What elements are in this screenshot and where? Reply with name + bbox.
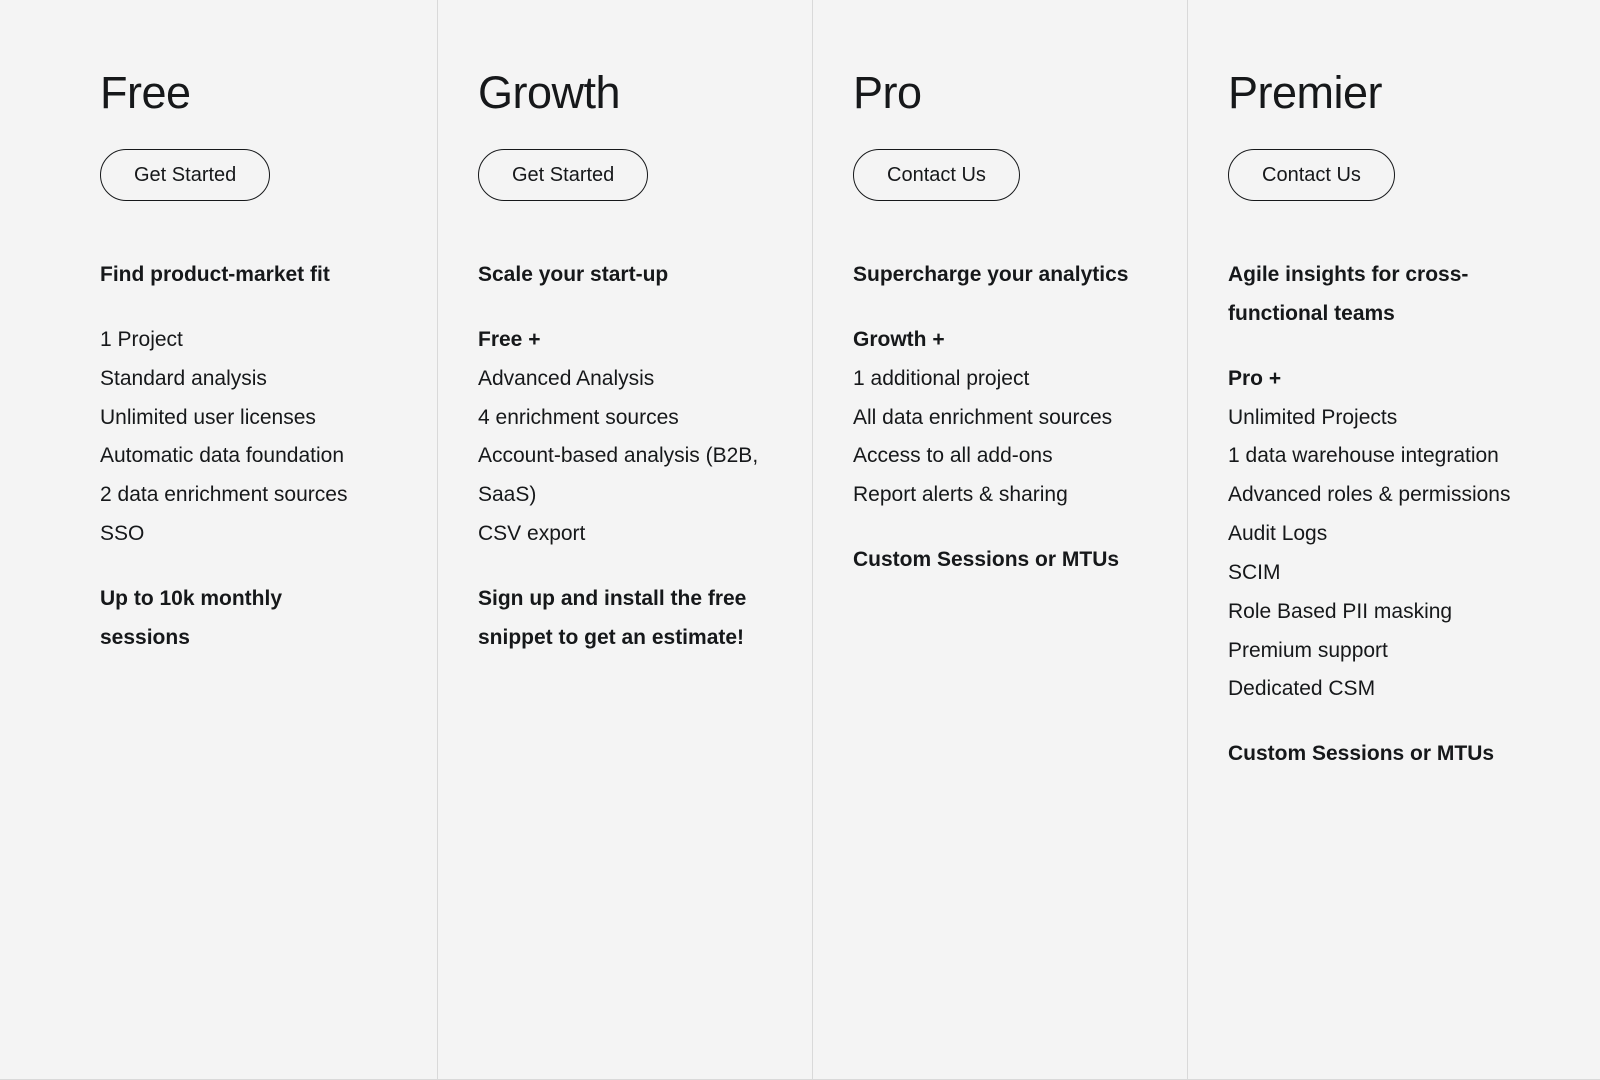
feature-line: Advanced roles & permissions (1228, 483, 1511, 507)
plan-name: Pro (853, 67, 922, 118)
feature-block (478, 580, 762, 658)
feature-line: 2 data enrichment sources (100, 483, 348, 507)
feature-line: Sign up and install the free snippet to get an estimate! (478, 586, 747, 649)
plan-features (1228, 256, 1550, 774)
feature-line: 1 additional project (853, 366, 1030, 390)
feature-line: Access to all add-ons (853, 444, 1053, 468)
feature-line: Report alerts & sharing (853, 483, 1068, 507)
plan-headline: Scale your start-up (478, 263, 669, 286)
feature-block-subhead: Pro + (1228, 366, 1282, 390)
plan-name: Premier (1228, 67, 1383, 118)
feature-line: Premium support (1228, 638, 1388, 662)
plan-features (853, 256, 1137, 580)
feature-line: 1 data warehouse integration (1228, 444, 1499, 468)
plan-headline: Supercharge your analytics (853, 263, 1129, 286)
feature-line: CSV export (478, 522, 586, 546)
plan-cta-button[interactable]: Contact Us (853, 149, 1020, 201)
feature-block-subhead: Growth + (853, 327, 945, 351)
feature-line: Advanced Analysis (478, 366, 655, 390)
feature-line: Up to 10k monthly sessions (100, 586, 283, 649)
plan-headline: Agile insights for cross-functional teams (1228, 263, 1469, 325)
feature-line: Unlimited Projects (1228, 405, 1398, 429)
feature-line: Account-based analysis (B2B, SaaS) (478, 444, 759, 507)
feature-line: Dedicated CSM (1228, 677, 1376, 701)
feature-line: Automatic data foundation (100, 444, 345, 468)
feature-line: SSO (100, 522, 145, 546)
plan-cta-button[interactable]: Get Started (100, 149, 270, 201)
plan-column (437, 0, 812, 1080)
plan-features (100, 256, 377, 658)
feature-line: Audit Logs (1228, 522, 1328, 546)
plan-features (478, 256, 762, 658)
plan-name: Growth (478, 67, 621, 118)
feature-line: Role Based PII masking (1228, 599, 1453, 623)
feature-block-subhead: Free + (478, 327, 541, 351)
plan-column (1187, 0, 1600, 1080)
feature-line: 4 enrichment sources (478, 405, 679, 429)
feature-block (1228, 735, 1550, 774)
plan-column (0, 0, 437, 1080)
feature-line: Custom Sessions or MTUs (1228, 742, 1495, 766)
feature-block (478, 321, 762, 554)
plan-headline: Find product-market fit (100, 263, 330, 286)
plan-column (812, 0, 1187, 1080)
feature-block (1228, 360, 1550, 710)
feature-line: Unlimited user licenses (100, 405, 316, 429)
feature-line: Standard analysis (100, 366, 267, 390)
feature-block (853, 541, 1137, 580)
feature-line: All data enrichment sources (853, 405, 1113, 429)
feature-block (100, 321, 377, 554)
plan-cta-button[interactable]: Contact Us (1228, 149, 1395, 201)
feature-line: SCIM (1228, 560, 1281, 584)
feature-line: 1 Project (100, 327, 183, 351)
feature-line: Custom Sessions or MTUs (853, 548, 1120, 572)
feature-block (100, 580, 377, 658)
plan-name: Free (100, 67, 191, 118)
feature-block (853, 321, 1137, 515)
plan-cta-button[interactable]: Get Started (478, 149, 648, 201)
